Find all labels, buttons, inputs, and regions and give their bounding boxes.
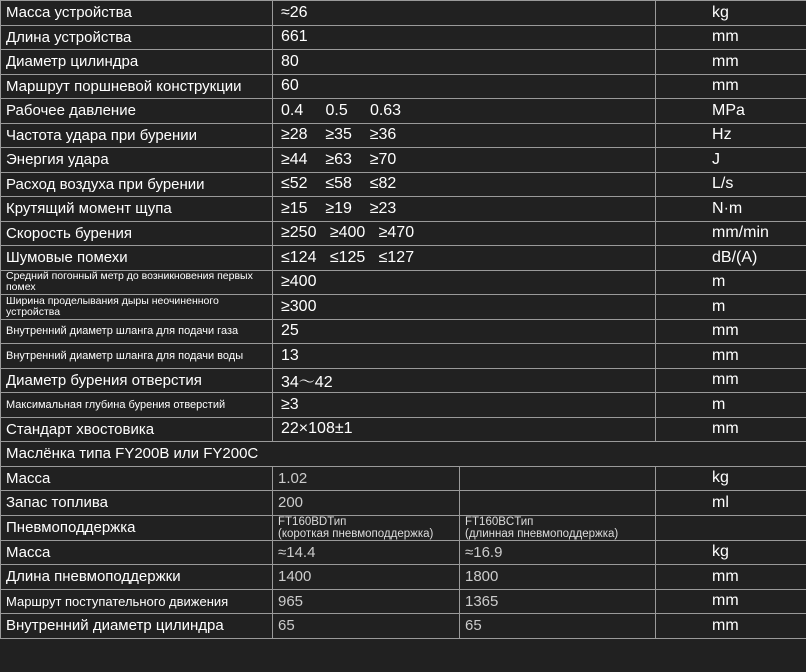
spec-unit: mm — [656, 25, 806, 50]
spec-value: ≤52 ≤58 ≤82 — [273, 172, 656, 197]
spec-label: Маршрут поршневой конструкции — [1, 74, 273, 99]
spec-value: ≥400 — [273, 270, 656, 295]
spec-value: ≥300 — [273, 295, 656, 320]
spec-unit: mm — [656, 368, 806, 393]
spec-value: 80 — [273, 50, 656, 75]
spec-label: Скорость бурения — [1, 221, 273, 246]
support-value-1: 1400 — [273, 565, 460, 590]
spec-row — [1, 1, 806, 26]
support-row — [1, 614, 806, 639]
spec-value: 661 — [273, 25, 656, 50]
support-unit: kg — [656, 540, 806, 565]
spec-unit: mm/min — [656, 221, 806, 246]
spec-value: ≥3 — [273, 393, 656, 418]
spec-label: Диаметр бурения отверстия — [1, 368, 273, 393]
spec-row — [1, 368, 806, 393]
spec-unit: m — [656, 393, 806, 418]
spec-unit: J — [656, 148, 806, 173]
spec-row — [1, 25, 806, 50]
spec-row — [1, 344, 806, 369]
support-row-label: Длина пневмоподдержки — [1, 565, 273, 590]
spec-unit: Hz — [656, 123, 806, 148]
spec-value: 34～42 — [273, 368, 656, 393]
spec-unit: N·m — [656, 197, 806, 222]
spec-value: 13 — [273, 344, 656, 369]
spec-label: Энергия удара — [1, 148, 273, 173]
support-row — [1, 540, 806, 565]
spec-unit: mm — [656, 417, 806, 442]
support-type-1 — [273, 515, 460, 540]
oiler-header-row — [1, 442, 806, 467]
spec-label: Частота удара при бурении — [1, 123, 273, 148]
oiler-header: Маслёнка типа FY200B или FY200C — [1, 442, 806, 467]
empty-cell — [656, 515, 806, 540]
support-unit: mm — [656, 614, 806, 639]
support-value-2: 1365 — [460, 589, 656, 614]
spec-unit: dB/(A) — [656, 246, 806, 271]
oiler-label: Запас топлива — [1, 491, 273, 516]
spec-unit: MPa — [656, 99, 806, 124]
support-unit: mm — [656, 589, 806, 614]
spec-label: Средний погонный метр до возникновения первых помех — [1, 270, 273, 295]
support-value-2: ≈16.9 — [460, 540, 656, 565]
spec-value: ≥28 ≥35 ≥36 — [273, 123, 656, 148]
support-type-2-name: FT160BCТип — [465, 515, 534, 528]
spec-row — [1, 123, 806, 148]
spec-unit: mm — [656, 319, 806, 344]
oiler-row — [1, 491, 806, 516]
spec-label: Рабочее давление — [1, 99, 273, 124]
empty-cell — [460, 466, 656, 491]
spec-label: Ширина проделывания дыры неочиненного устройства — [1, 295, 273, 320]
support-label: Пневмоподдержка — [1, 515, 273, 540]
support-row — [1, 589, 806, 614]
spec-value: 0.4 0.5 0.63 — [273, 99, 656, 124]
spec-row — [1, 221, 806, 246]
oiler-value: 1.02 — [273, 466, 460, 491]
support-value-2: 65 — [460, 614, 656, 639]
support-type-1-note: (короткая пневмоподдержка) — [278, 527, 434, 540]
spec-label: Внутренний диаметр шланга для подачи газа — [1, 319, 273, 344]
spec-value: ≤124 ≤125 ≤127 — [273, 246, 656, 271]
spec-unit: m — [656, 295, 806, 320]
spec-unit: L/s — [656, 172, 806, 197]
spec-label: Масса устройства — [1, 1, 273, 26]
spec-unit: mm — [656, 344, 806, 369]
spec-label: Максимальная глубина бурения отверстий — [1, 393, 273, 418]
oiler-unit: kg — [656, 466, 806, 491]
spec-label: Расход воздуха при бурении — [1, 172, 273, 197]
spec-row — [1, 74, 806, 99]
spec-row — [1, 148, 806, 173]
support-row-label: Внутренний диаметр цилиндра — [1, 614, 273, 639]
spec-row — [1, 197, 806, 222]
oiler-row — [1, 466, 806, 491]
support-row-label: Маршрут поступательного движения — [1, 589, 273, 614]
spec-label: Длина устройства — [1, 25, 273, 50]
spec-value: ≥44 ≥63 ≥70 — [273, 148, 656, 173]
empty-cell — [460, 491, 656, 516]
spec-row — [1, 246, 806, 271]
spec-row — [1, 50, 806, 75]
oiler-label: Масса — [1, 466, 273, 491]
support-value-2: 1800 — [460, 565, 656, 590]
spec-value: 25 — [273, 319, 656, 344]
spec-row — [1, 172, 806, 197]
support-value-1: 965 — [273, 589, 460, 614]
oiler-value: 200 — [273, 491, 460, 516]
spec-row — [1, 319, 806, 344]
spec-row — [1, 393, 806, 418]
spec-row — [1, 99, 806, 124]
support-row — [1, 565, 806, 590]
spec-label: Крутящий момент щупа — [1, 197, 273, 222]
support-type-row — [1, 515, 806, 540]
spec-label: Внутренний диаметр шланга для подачи воды — [1, 344, 273, 369]
spec-value: ≈26 — [273, 1, 656, 26]
support-type-2 — [460, 515, 656, 540]
oiler-unit: ml — [656, 491, 806, 516]
spec-row — [1, 417, 806, 442]
spec-unit: m — [656, 270, 806, 295]
support-type-1-name: FT160BDТип — [278, 515, 347, 528]
spec-label: Диаметр цилиндра — [1, 50, 273, 75]
spec-unit: mm — [656, 74, 806, 99]
spec-label: Стандарт хвостовика — [1, 417, 273, 442]
support-value-1: ≈14.4 — [273, 540, 460, 565]
spec-unit: mm — [656, 50, 806, 75]
spec-label: Шумовые помехи — [1, 246, 273, 271]
support-unit: mm — [656, 565, 806, 590]
spec-row — [1, 270, 806, 295]
spec-value: ≥250 ≥400 ≥470 — [273, 221, 656, 246]
spec-value: ≥15 ≥19 ≥23 — [273, 197, 656, 222]
support-value-1: 65 — [273, 614, 460, 639]
spec-row — [1, 295, 806, 320]
support-type-2-note: (длинная пневмоподдержка) — [465, 527, 619, 540]
spec-unit: kg — [656, 1, 806, 26]
support-row-label: Масса — [1, 540, 273, 565]
spec-value: 60 — [273, 74, 656, 99]
spec-value: 22×108±1 — [273, 417, 656, 442]
